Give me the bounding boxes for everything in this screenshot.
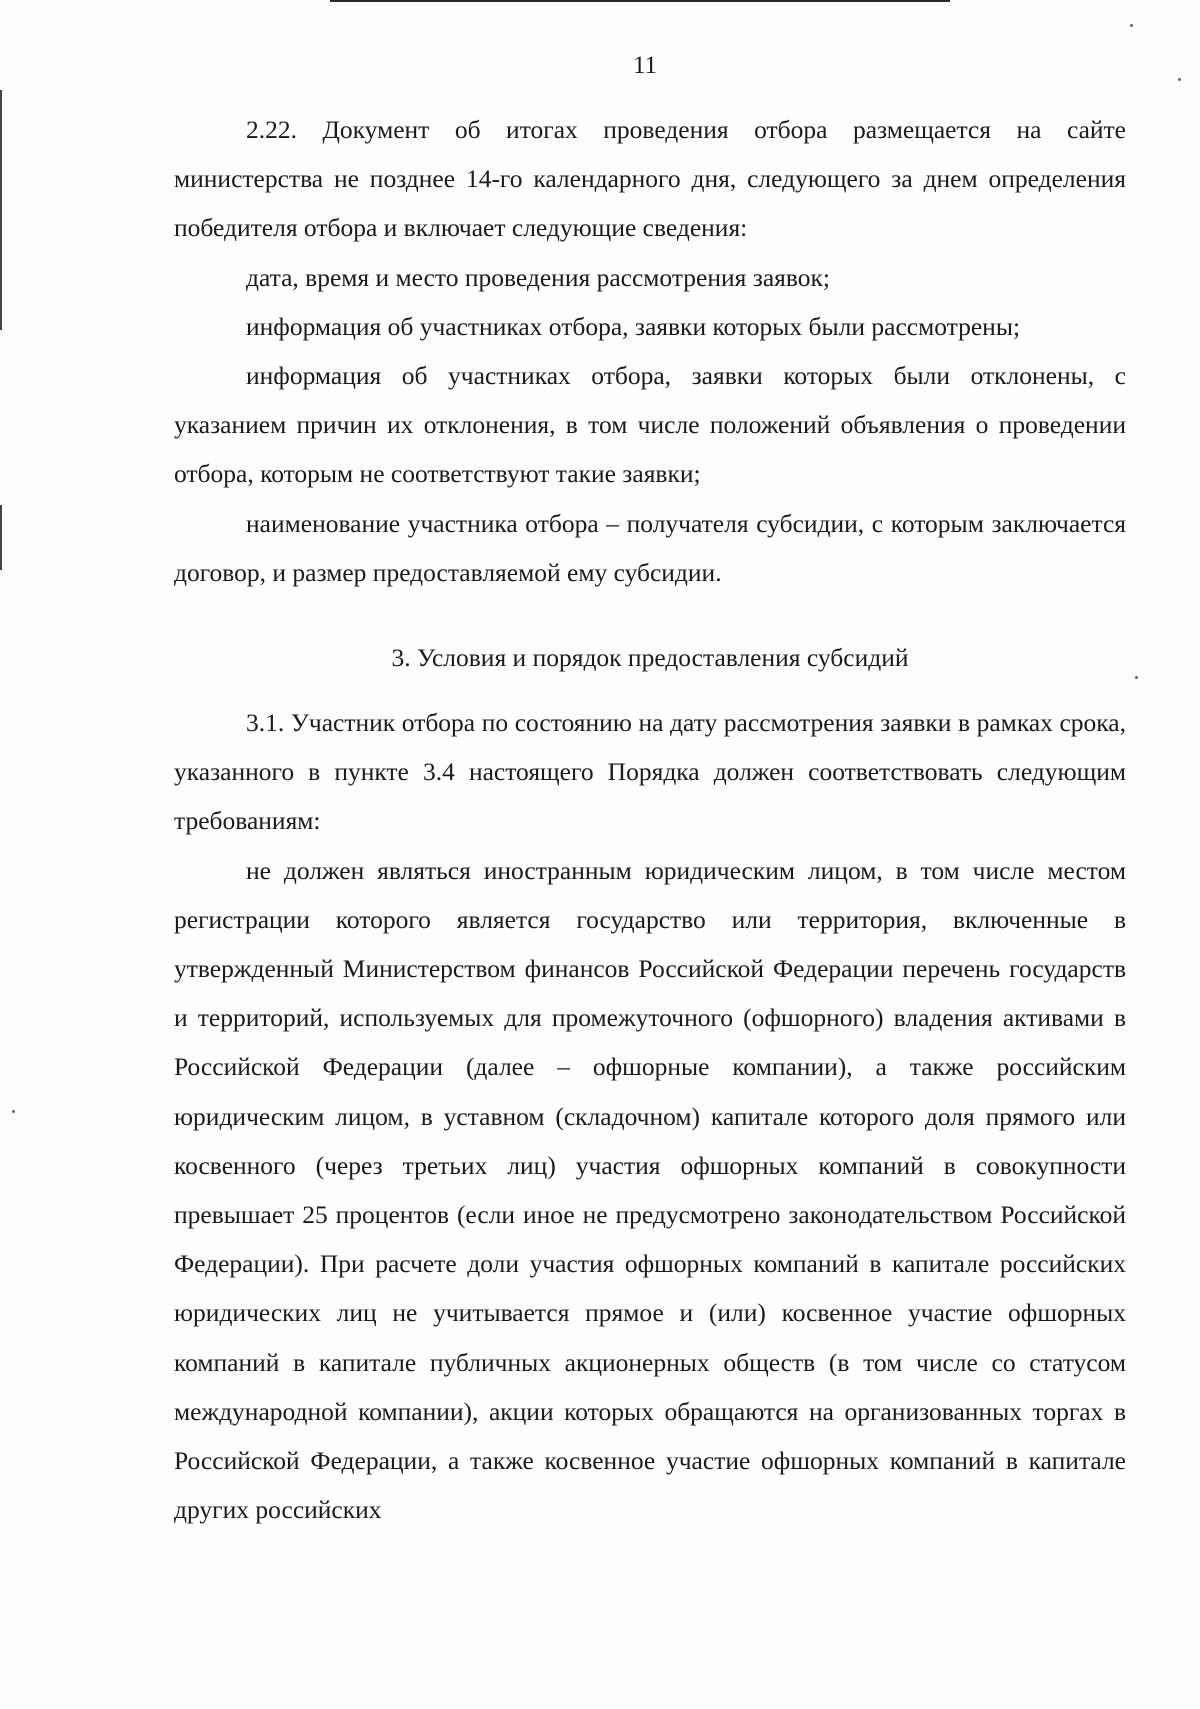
top-edge-line	[330, 0, 950, 2]
scan-speck	[12, 1110, 15, 1113]
left-edge-mark	[0, 90, 2, 330]
scan-speck	[1178, 78, 1181, 81]
list-item: дата, время и место проведения рассмотрения заявок;	[246, 262, 830, 292]
scan-speck	[1130, 24, 1133, 27]
scan-speck	[1135, 676, 1138, 679]
section-3-body	[174, 698, 1126, 1534]
list-item: информация об участниках отбора, заявки которых были рассмотрены;	[246, 311, 1021, 341]
section-3	[174, 633, 1126, 682]
paragraph: не должен являться иностранным юридическим лицом, в том числе местом регистрации которого является государство или территория, включенные в утвержденный Министерством финансов Российской Федерации перечень государств и территорий, используемых для промежуточного (офшорного) владения активами в Российской Федерации (далее – офшорные компании), а также российским юридическим лицом, в уставном (складочном) капитале которого доля прямого или косвенного (через третьих лиц) участия офшорных компаний в совокупности превышает 25 процентов (если иное не предусмотрено законодательством Российской Федерации). При расчете доли участия офшорных компаний в капитале российских юридических лиц не учитывается прямое и (или) косвенное участие офшорных компаний в капитале публичных акционерных обществ (в том числе со статусом международной компании), акции которых обращаются на организованных торгах в Российской Федерации, а также косвенное участие офшорных компаний в капитале других российских	[174, 855, 1126, 1525]
list-item: наименование участника отбора – получателя субсидии, с которым заключается договор, и размер предоставляемой ему субсидии.	[174, 508, 1126, 587]
section-2-22	[174, 105, 1126, 597]
paragraph: 3.1. Участник отбора по состоянию на дату рассмотрения заявки в рамках срока, указанного в пункте 3.4 настоящего Порядка должен соответствовать следующим требованиям:	[174, 708, 1126, 836]
left-edge-mark	[0, 505, 2, 570]
paragraph: 2.22. Документ об итогах проведения отбора размещается на сайте министерства не позднее 14-го календарного дня, следующего за днем определения победителя отбора и включает следующие сведения:	[174, 115, 1126, 243]
section-heading: 3. Условия и порядок предоставления субсидий	[391, 643, 909, 672]
page-number: 11	[632, 52, 658, 79]
list-item: информация об участниках отбора, заявки которых были отклонены, с указанием причин их отклонения, в том числе положений объявления о проведении отбора, которым не соответствуют такие заявки;	[174, 361, 1126, 489]
